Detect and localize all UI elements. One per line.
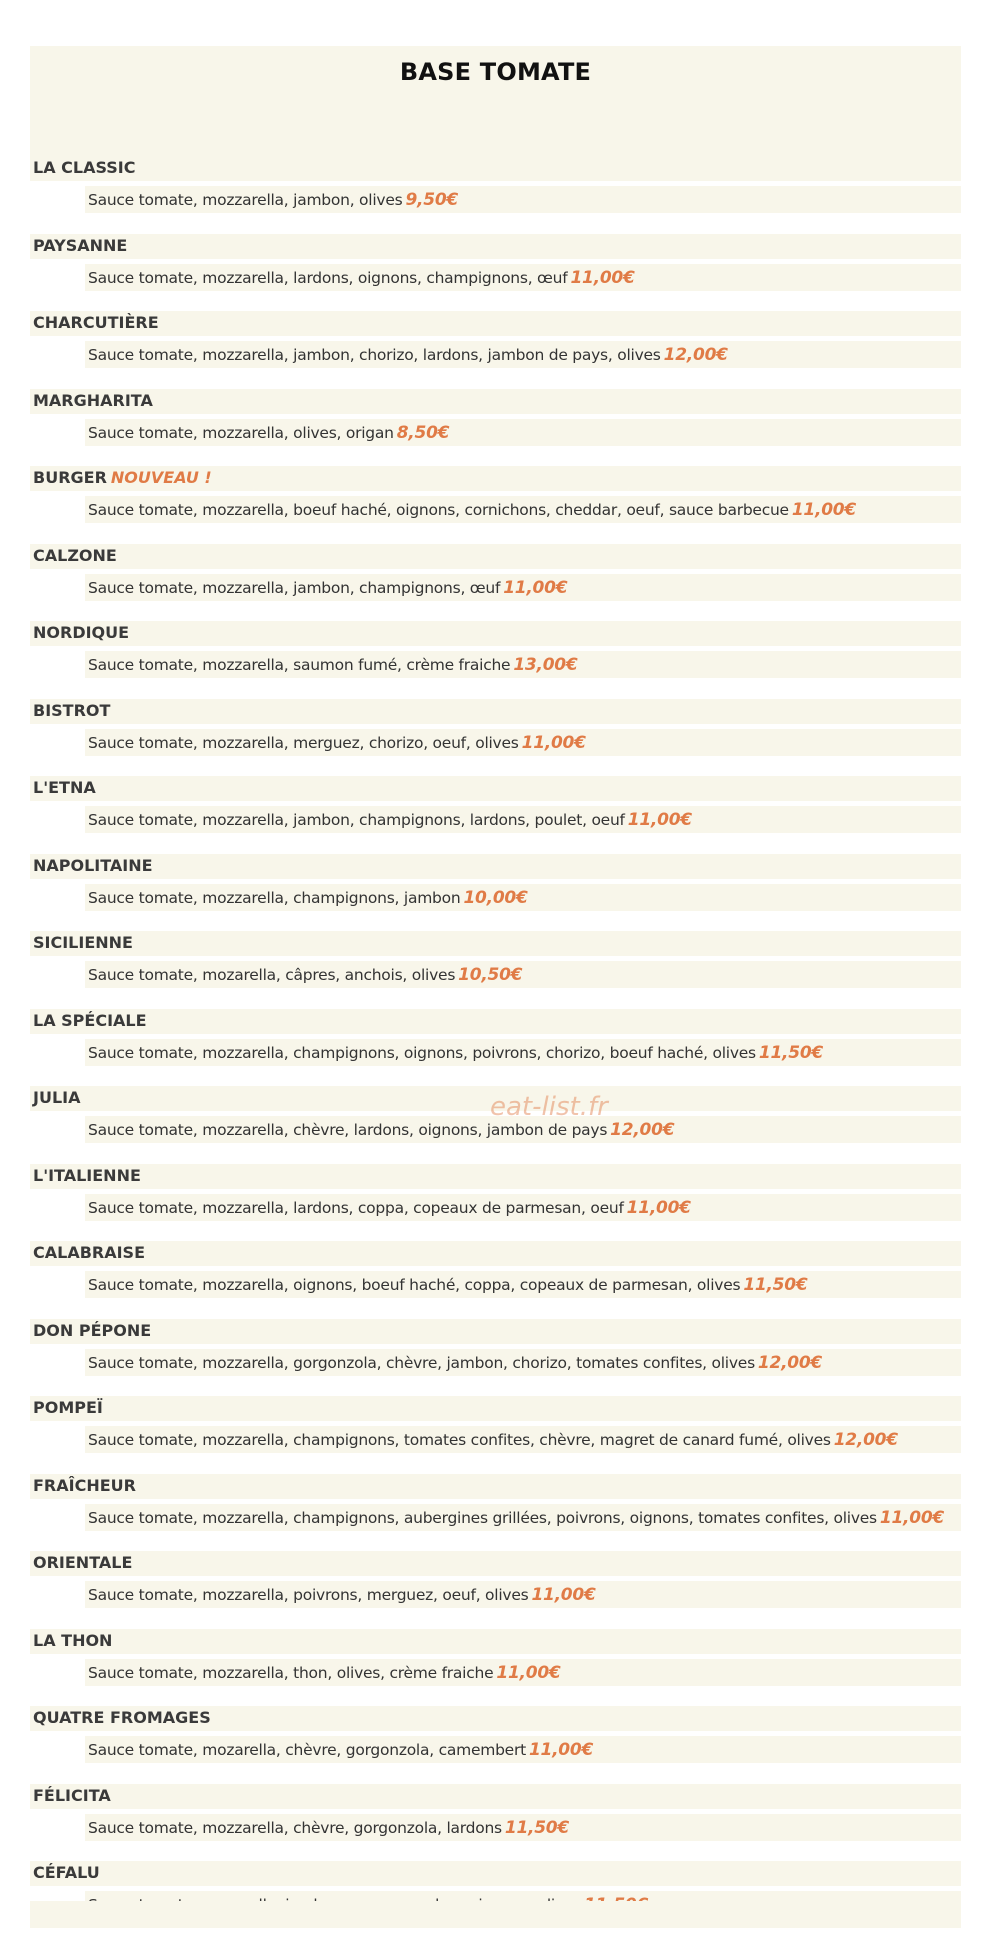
item-description-row: [85, 264, 961, 291]
menu-section: [30, 46, 961, 1939]
item-price: 11,00€: [496, 1662, 561, 1683]
item-price: 11,00€: [627, 810, 692, 830]
item-name-row: [30, 1551, 961, 1576]
title-band: [30, 46, 961, 156]
item-description-row: [85, 1271, 961, 1298]
item-description-row: [85, 1349, 961, 1376]
item-name-text: CALABRAISE: [33, 1243, 146, 1262]
item-name-row: [30, 544, 961, 569]
item-description: [88, 888, 528, 908]
item-ingredients: Sauce tomate, mozzarella, jambon, chorizo, lardons, jambon de pays, olives: [88, 346, 661, 364]
menu-item: [30, 854, 961, 932]
item-name: [33, 1398, 103, 1417]
item-description-row: [85, 1736, 961, 1763]
item-name-row: [30, 1319, 961, 1344]
item-description: [88, 500, 856, 520]
item-description: [88, 733, 586, 753]
item-description-row: [85, 1659, 961, 1686]
item-price: 11,50€: [758, 1042, 823, 1063]
menu-item: [30, 389, 961, 467]
item-name-text: PAYSANNE: [33, 235, 128, 255]
item-name: [33, 1321, 151, 1340]
item-description: [88, 1663, 560, 1683]
item-description-row: [85, 1814, 961, 1841]
menu-item: [30, 311, 961, 389]
item-name-row: [30, 311, 961, 336]
item-ingredients: Sauce tomate, mozzarella, thon, olives, crème fraiche: [88, 1663, 494, 1682]
item-name: [33, 1786, 111, 1805]
item-name: [33, 236, 127, 255]
item-description-row: [85, 1426, 961, 1453]
item-price: 11,00€: [626, 1197, 691, 1218]
item-description: [88, 1043, 823, 1063]
item-name-text: LA SPÉCIALE: [33, 1010, 147, 1030]
footer-band: [30, 1901, 961, 1928]
item-name: [33, 933, 133, 952]
item-price: 11,00€: [521, 732, 586, 753]
item-price: 12,00€: [757, 1352, 823, 1373]
item-name: [33, 158, 136, 177]
item-name-text: ORIENTALE: [33, 1553, 133, 1572]
item-ingredients: Sauce tomate, mozzarella, poivrons, merguez, oeuf, olives: [88, 1586, 529, 1604]
item-description-row: [85, 961, 961, 988]
item-description: [88, 1198, 691, 1218]
item-name-text: FRAÎCHEUR: [33, 1475, 136, 1495]
item-price: 12,00€: [833, 1430, 898, 1450]
item-price: 11,00€: [528, 1740, 594, 1760]
item-name-row: [30, 1861, 961, 1886]
item-price: 11,50€: [504, 1817, 569, 1838]
item-name-text: CÉFALU: [33, 1863, 100, 1882]
item-name-row: [30, 1164, 961, 1189]
item-name: [33, 1631, 112, 1650]
item-name-text: CALZONE: [33, 545, 117, 565]
menu-item: [30, 1474, 961, 1552]
item-price: 10,00€: [463, 887, 528, 908]
item-ingredients: Sauce tomate, mozzarella, chèvre, lardons, oignons, jambon de pays: [88, 1121, 608, 1139]
item-name: [33, 623, 129, 642]
item-name: [33, 856, 153, 875]
item-name-row: [30, 931, 961, 956]
item-description: [88, 1818, 569, 1838]
item-name-row: [30, 776, 961, 801]
item-price: 11,50€: [743, 1275, 808, 1295]
new-badge: NOUVEAU !: [110, 468, 212, 487]
item-description: [88, 423, 449, 443]
item-name-row: [30, 699, 961, 724]
item-name-text: NAPOLITAINE: [33, 855, 153, 875]
item-price: 9,50€: [405, 190, 458, 210]
menu-items: [30, 156, 961, 1939]
item-name-row: [30, 1784, 961, 1809]
menu-item: [30, 1706, 961, 1784]
menu-item: [30, 776, 961, 854]
item-description-row: [85, 574, 961, 601]
item-ingredients: Sauce tomate, mozzarella, champignons, jambon: [88, 888, 461, 907]
item-name-text: LA THON: [33, 1630, 113, 1650]
menu-item: [30, 1396, 961, 1474]
item-name: [33, 546, 117, 565]
item-ingredients: Sauce tomate, mozzarella, jambon, champignons, œuf: [88, 578, 501, 597]
item-name-row: [30, 1396, 961, 1421]
menu-item: [30, 1784, 961, 1862]
item-price: 11,00€: [879, 1507, 944, 1528]
item-price: 12,00€: [663, 345, 728, 365]
item-name-text: LA CLASSIC: [33, 158, 136, 177]
item-description: [88, 655, 577, 675]
menu-item: [30, 1241, 961, 1319]
item-price: 12,00€: [610, 1120, 675, 1140]
item-ingredients: Sauce tomate, mozzarella, saumon fumé, crème fraiche: [88, 656, 511, 674]
item-ingredients: Sauce tomate, mozzarella, gorgonzola, chèvre, jambon, chorizo, tomates confites, olives: [88, 1353, 755, 1372]
item-name: [33, 1553, 132, 1572]
item-name-text: POMPEÏ: [33, 1398, 103, 1417]
menu-item: [30, 466, 961, 544]
item-description-row: [85, 496, 961, 523]
item-name: [33, 313, 159, 332]
section-title: BASE TOMATE: [399, 58, 592, 86]
menu-item: [30, 1319, 961, 1397]
item-description-row: [85, 341, 961, 368]
menu-item: [30, 621, 961, 699]
item-description: [88, 965, 522, 985]
item-price: 11,00€: [503, 577, 568, 598]
item-description: [88, 1430, 898, 1450]
item-ingredients: Sauce tomate, mozzarella, oignons, boeuf haché, coppa, copeaux de parmesan, olives: [88, 1276, 741, 1294]
item-description-row: [85, 1504, 961, 1531]
item-name: [33, 778, 96, 797]
item-description: [88, 1275, 807, 1295]
item-name-row: [30, 854, 961, 879]
item-name-text: DON PÉPONE: [33, 1320, 152, 1340]
item-description: [88, 1120, 674, 1140]
menu-item: [30, 234, 961, 312]
menu-item: [30, 1164, 961, 1242]
item-name-row: [30, 1706, 961, 1731]
item-price: 11,00€: [570, 267, 635, 288]
item-name-row: [30, 621, 961, 646]
item-name-text: CHARCUTIÈRE: [33, 313, 159, 332]
menu-item: [30, 156, 961, 234]
item-name-text: QUATRE FROMAGES: [33, 1708, 211, 1727]
item-description-row: [85, 419, 961, 446]
item-name: [33, 1243, 145, 1262]
item-description: [88, 578, 567, 598]
item-description-row: [85, 1581, 961, 1608]
item-name-row: [30, 234, 961, 259]
item-name: [33, 701, 110, 720]
item-name: [33, 391, 153, 410]
item-name-row: [30, 466, 961, 491]
item-ingredients: Sauce tomate, mozzarella, lardons, coppa, copeaux de parmesan, oeuf: [88, 1198, 624, 1217]
menu-item: [30, 699, 961, 777]
menu-item: [30, 1629, 961, 1707]
item-description-row: [85, 729, 961, 756]
item-name-row: [30, 1009, 961, 1034]
item-ingredients: Sauce tomate, mozarella, câpres, anchois, olives: [88, 966, 456, 984]
item-name: [33, 468, 212, 487]
item-name-row: [30, 1629, 961, 1654]
item-name: [33, 1863, 100, 1882]
item-name-text: MARGHARITA: [33, 390, 153, 410]
watermark: eat-list.fr: [490, 1092, 608, 1122]
item-name: [33, 1011, 147, 1030]
item-price: 13,00€: [513, 655, 578, 675]
item-description-row: [85, 651, 961, 678]
item-price: 11,00€: [531, 1585, 596, 1605]
item-price: 11,00€: [791, 500, 856, 520]
item-price: 10,50€: [458, 965, 523, 985]
item-name-row: [30, 389, 961, 414]
item-ingredients: Sauce tomate, mozzarella, olives, origan: [88, 423, 394, 442]
item-name-text: SICILIENNE: [33, 933, 133, 952]
item-description: [88, 1740, 593, 1760]
item-ingredients: Sauce tomate, mozarella, chèvre, gorgonzola, camembert: [88, 1741, 526, 1759]
item-name-text: JULIA: [33, 1088, 81, 1107]
item-description-row: [85, 1039, 961, 1066]
menu-item: [30, 1009, 961, 1087]
item-ingredients: Sauce tomate, mozzarella, jambon, olives: [88, 191, 403, 209]
item-name-text: L'ITALIENNE: [33, 1165, 141, 1185]
item-ingredients: Sauce tomate, mozzarella, lardons, oignons, champignons, œuf: [88, 268, 568, 287]
item-description-row: [85, 884, 961, 911]
item-name-row: [30, 156, 961, 181]
item-ingredients: Sauce tomate, mozzarella, jambon, champignons, lardons, poulet, oeuf: [88, 811, 625, 829]
menu-item: [30, 931, 961, 1009]
item-name-text: NORDIQUE: [33, 623, 130, 642]
item-name: [33, 1476, 136, 1495]
item-description: [88, 1585, 596, 1605]
item-name: [33, 1088, 80, 1107]
item-description-row: [85, 806, 961, 833]
item-description: [88, 190, 458, 210]
item-name: [33, 1166, 141, 1185]
menu-item: [30, 1551, 961, 1629]
menu-item: [30, 544, 961, 622]
item-name-row: [30, 1474, 961, 1499]
item-ingredients: Sauce tomate, mozzarella, merguez, chorizo, oeuf, olives: [88, 733, 519, 752]
item-description-row: [85, 186, 961, 213]
item-ingredients: Sauce tomate, mozzarella, champignons, oignons, poivrons, chorizo, boeuf haché, olives: [88, 1043, 756, 1062]
item-description: [88, 1353, 822, 1373]
item-name: [33, 1708, 211, 1727]
item-description: [88, 268, 635, 288]
item-ingredients: Sauce tomate, mozzarella, boeuf haché, oignons, cornichons, cheddar, oeuf, sauce barbecue: [88, 501, 789, 519]
item-description-row: [85, 1194, 961, 1221]
item-description: [88, 810, 692, 830]
item-name-row: [30, 1241, 961, 1266]
item-name-text: FÉLICITA: [33, 1785, 111, 1805]
item-name-text: L'ETNA: [33, 778, 96, 797]
item-price: 8,50€: [396, 422, 450, 443]
item-description: [88, 345, 728, 365]
item-ingredients: Sauce tomate, mozzarella, chèvre, gorgonzola, lardons: [88, 1818, 502, 1837]
item-ingredients: Sauce tomate, mozzarella, champignons, aubergines grillées, poivrons, oignons, tomates confites, olives: [88, 1508, 877, 1527]
item-name-text: BURGER: [33, 468, 107, 487]
item-description: [88, 1508, 944, 1528]
item-ingredients: Sauce tomate, mozzarella, champignons, tomates confites, chèvre, magret de canard fumé, olives: [88, 1431, 831, 1449]
item-name-text: BISTROT: [33, 700, 111, 720]
